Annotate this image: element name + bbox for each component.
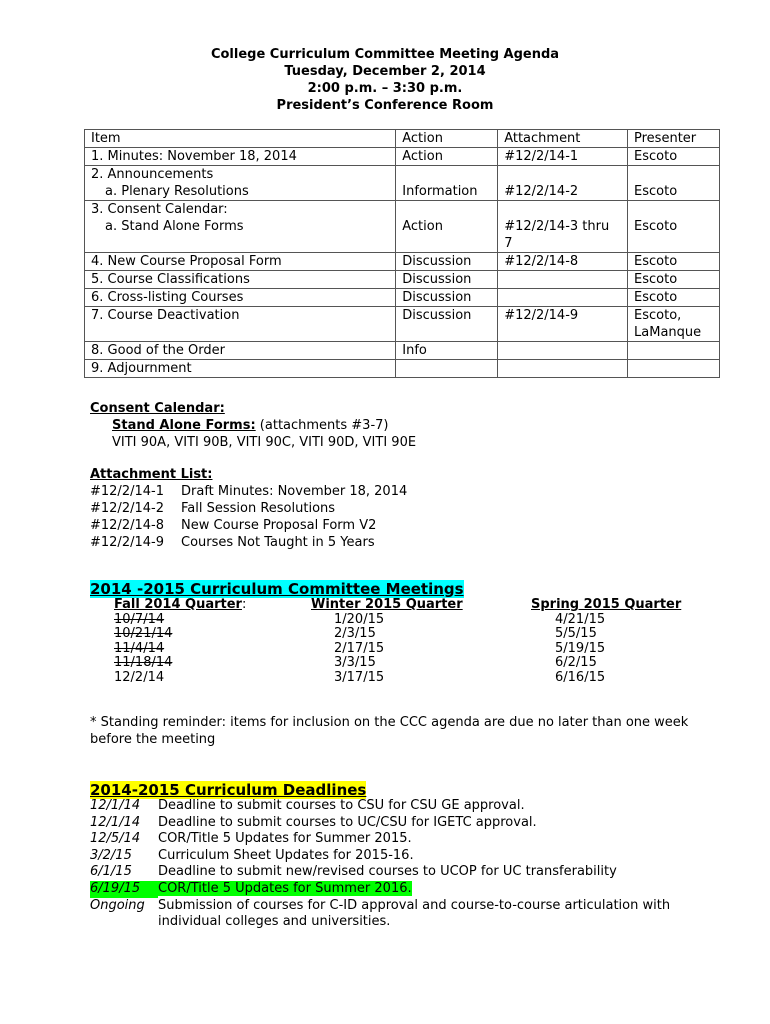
spring-quarter-label: Spring 2015 Quarter <box>531 597 682 612</box>
action-text: Information <box>402 184 478 199</box>
deadline-text-wrap <box>158 881 730 898</box>
fall-quarter-header <box>114 598 246 613</box>
item-cell <box>85 166 396 201</box>
header-location: President’s Conference Room <box>276 98 494 113</box>
table-row <box>85 360 720 378</box>
attachment-code: #12/2/14-9 <box>90 535 164 550</box>
stand-alone-heading: Stand Alone Forms: <box>112 418 256 433</box>
attachment-desc: Draft Minutes: November 18, 2014 <box>181 484 408 499</box>
deadline-date: 12/1/14 <box>90 814 141 830</box>
meeting-date: 3/3/15 <box>334 655 376 670</box>
winter-quarter-column <box>311 598 463 685</box>
table-row <box>85 253 720 271</box>
item-subtext: a. Plenary Resolutions <box>105 184 249 199</box>
list-item <box>90 864 730 881</box>
fall-quarter-colon: : <box>241 597 247 612</box>
column-header-presenter: Presenter <box>628 130 720 148</box>
deadline-text: Submission of courses for C-ID approval and course-to-course articulation with individual colleges and universities. <box>158 897 671 930</box>
list-item <box>90 500 407 517</box>
presenter-cell <box>628 201 720 253</box>
fall-quarter-label: Fall 2014 Quarter <box>114 597 242 612</box>
presenter-text: Escoto <box>634 184 678 199</box>
meeting-date: 1/20/15 <box>334 611 385 627</box>
meeting-date: 3/17/15 <box>334 669 385 685</box>
item-cell: 7. Course Deactivation <box>85 307 396 342</box>
action-cell <box>396 166 498 201</box>
consent-calendar-section <box>90 400 416 451</box>
agenda-table <box>84 129 720 378</box>
column-header-action: Action <box>396 130 498 148</box>
attachment-desc: New Course Proposal Form V2 <box>181 518 377 533</box>
deadline-date: 6/19/15 <box>90 881 158 898</box>
stand-alone-note: (attachments #3-7) <box>255 418 389 433</box>
attachment-list-heading: Attachment List: <box>90 467 213 482</box>
table-row <box>85 201 720 253</box>
list-item-highlighted <box>90 881 730 898</box>
action-cell: Discussion <box>396 271 498 289</box>
attachment-cell: #12/2/14-1 <box>498 148 628 166</box>
item-cell: 6. Cross-listing Courses <box>85 289 396 307</box>
attachment-cell <box>498 166 628 201</box>
presenter-cell: Escoto <box>628 148 720 166</box>
list-item <box>90 517 407 534</box>
agenda-header <box>0 46 770 114</box>
spring-quarter-column <box>531 598 681 685</box>
header-date: Tuesday, December 2, 2014 <box>284 64 486 79</box>
presenter-cell <box>628 342 720 360</box>
item-cell: 9. Adjournment <box>85 360 396 378</box>
deadline-date: 3/2/15 <box>90 847 132 863</box>
presenter-cell <box>628 307 720 342</box>
attachment-code: #12/2/14-2 <box>90 501 164 516</box>
meeting-date: 11/4/14 <box>114 640 165 656</box>
deadline-date: 12/5/14 <box>90 831 141 847</box>
list-item <box>90 831 730 848</box>
item-cell: 5. Course Classifications <box>85 271 396 289</box>
attachment-cell <box>498 289 628 307</box>
table-row <box>85 289 720 307</box>
consent-heading: Consent Calendar: <box>90 401 225 416</box>
standing-reminder: * Standing reminder: items for inclusion on the CCC agenda are due no later than one week before the meeting <box>90 715 689 747</box>
item-cell <box>85 201 396 253</box>
deadline-date: 12/1/14 <box>90 798 141 813</box>
winter-quarter-label: Winter 2015 Quarter <box>311 597 463 612</box>
list-item <box>90 534 407 551</box>
attachment-cell: #12/2/14-8 <box>498 253 628 271</box>
course-list: VITI 90A, VITI 90B, VITI 90C, VITI 90D, VITI 90E <box>112 435 417 450</box>
deadlines-heading <box>90 781 366 799</box>
deadline-date: Ongoing <box>90 897 145 913</box>
item-cell: 8. Good of the Order <box>85 342 396 360</box>
attachment-text: #12/2/14-3 thru 7 <box>504 219 610 251</box>
deadline-text: Curriculum Sheet Updates for 2015-16. <box>158 847 414 863</box>
action-text: Action <box>402 219 443 234</box>
meeting-date: 4/21/15 <box>555 611 606 627</box>
attachment-desc: Fall Session Resolutions <box>181 501 336 516</box>
deadline-text: Deadline to submit courses to UC/CSU for IGETC approval. <box>158 814 537 830</box>
table-header-row <box>85 130 720 148</box>
action-cell <box>396 360 498 378</box>
attachment-desc: Courses Not Taught in 5 Years <box>181 535 375 550</box>
stand-alone-line <box>90 417 416 434</box>
meeting-date: 6/16/15 <box>555 669 606 685</box>
table-row <box>85 148 720 166</box>
presenter-cell <box>628 360 720 378</box>
meetings-heading <box>90 580 464 598</box>
action-cell <box>396 201 498 253</box>
action-cell: Action <box>396 148 498 166</box>
meeting-date: 5/19/15 <box>555 640 606 656</box>
meeting-date: 11/18/14 <box>114 655 173 670</box>
attachment-list-section <box>90 466 407 551</box>
presenter-cell: Escoto <box>628 253 720 271</box>
table-row <box>85 271 720 289</box>
attachment-code: #12/2/14-8 <box>90 518 164 533</box>
header-time: 2:00 p.m. – 3:30 p.m. <box>307 81 463 96</box>
list-item <box>90 848 730 865</box>
attachment-cell <box>498 271 628 289</box>
action-cell: Discussion <box>396 289 498 307</box>
presenter-text-2: LaManque <box>634 325 702 340</box>
presenter-text: Escoto <box>634 219 678 234</box>
item-cell: 4. New Course Proposal Form <box>85 253 396 271</box>
attachment-cell <box>498 360 628 378</box>
deadline-text: Deadline to submit courses to CSU for CSU GE approval. <box>158 798 525 813</box>
deadlines-list <box>90 798 730 931</box>
item-text: 2. Announcements <box>91 167 214 182</box>
presenter-cell: Escoto <box>628 289 720 307</box>
meeting-date: 2/3/15 <box>334 626 376 641</box>
deadlines-heading-text: 2014-2015 Curriculum Deadlines <box>90 781 367 799</box>
deadline-date: 6/1/15 <box>90 864 132 880</box>
deadline-text: COR/Title 5 Updates for Summer 2016. <box>158 880 412 896</box>
action-cell: Discussion <box>396 253 498 271</box>
deadline-text: Deadline to submit new/revised courses to UCOP for UC transferability <box>158 864 617 880</box>
list-item <box>90 898 730 931</box>
meeting-date: 5/5/15 <box>555 626 597 641</box>
presenter-cell: Escoto <box>628 271 720 289</box>
list-item <box>90 798 730 815</box>
meeting-date: 6/2/15 <box>555 655 597 670</box>
column-header-item: Item <box>85 130 396 148</box>
list-item <box>90 815 730 832</box>
presenter-text: Escoto, <box>634 308 682 323</box>
attachment-cell: #12/2/14-9 <box>498 307 628 342</box>
deadline-text: COR/Title 5 Updates for Summer 2015. <box>158 831 412 847</box>
meeting-date: 2/17/15 <box>334 640 385 656</box>
action-cell: Discussion <box>396 307 498 342</box>
list-item <box>90 483 407 500</box>
presenter-cell <box>628 166 720 201</box>
attachment-cell <box>498 201 628 253</box>
attachment-cell <box>498 342 628 360</box>
fall-quarter-column <box>114 598 246 685</box>
item-subtext: a. Stand Alone Forms <box>105 219 244 234</box>
meetings-heading-text: 2014 -2015 Curriculum Committee Meetings <box>90 580 464 598</box>
header-title: College Curriculum Committee Meeting Agenda <box>210 47 560 62</box>
meeting-date: 10/7/14 <box>114 611 165 627</box>
item-cell: 1. Minutes: November 18, 2014 <box>85 148 396 166</box>
meeting-date: 10/21/14 <box>114 626 173 641</box>
table-row <box>85 342 720 360</box>
item-text: 3. Consent Calendar: <box>91 202 228 217</box>
action-cell: Info <box>396 342 498 360</box>
table-row <box>85 307 720 342</box>
table-row <box>85 166 720 201</box>
column-header-attachment: Attachment <box>498 130 628 148</box>
attachment-code: #12/2/14-1 <box>90 484 164 499</box>
meeting-date: 12/2/14 <box>114 669 165 685</box>
attachment-text: #12/2/14-2 <box>504 184 579 199</box>
